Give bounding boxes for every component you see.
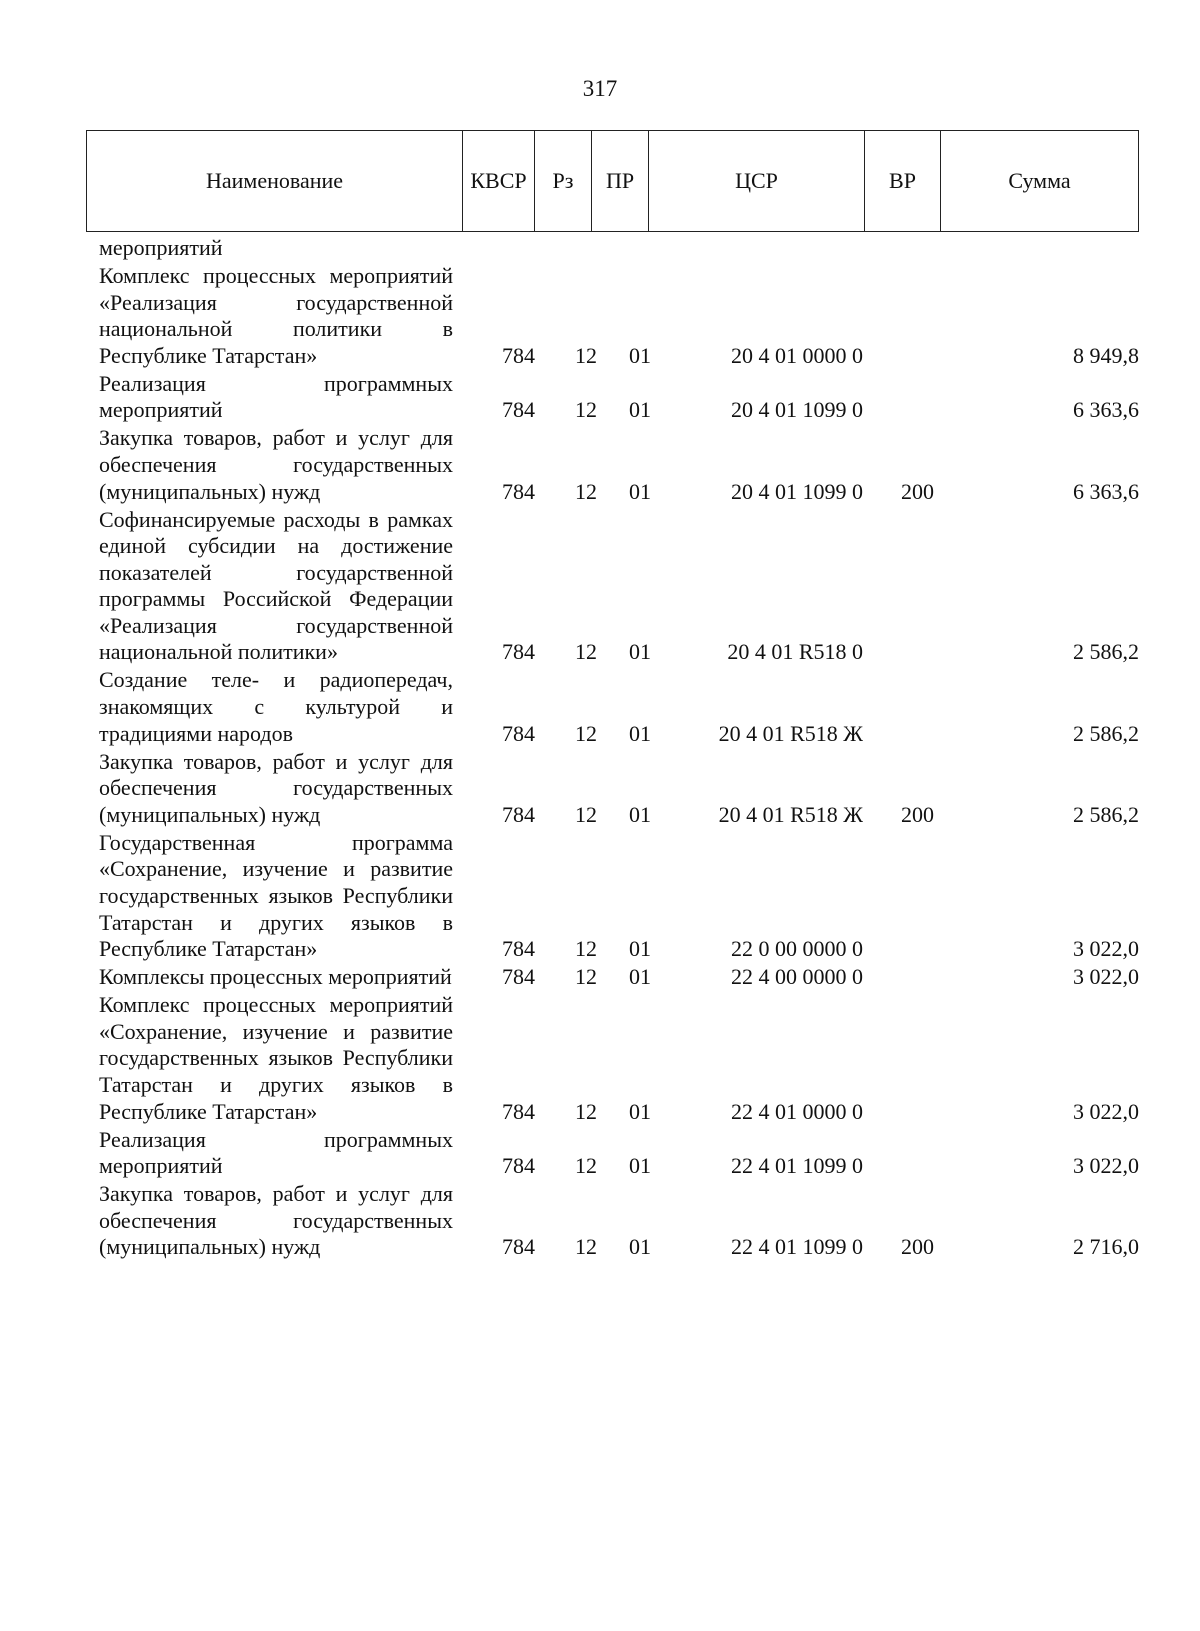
column-header-csr: ЦСР	[649, 131, 865, 232]
row-csr: 22 4 00 0000 0	[731, 964, 863, 990]
row-pr: 01	[629, 342, 651, 368]
table-row	[99, 371, 1139, 424]
row-pr: 01	[629, 1098, 651, 1124]
row-rz: 12	[575, 1098, 597, 1124]
table-row	[99, 507, 1139, 667]
row-kvsr: 784	[502, 801, 535, 827]
row-kvsr: 784	[502, 936, 535, 962]
row-name: Реализация программных мероприятий	[99, 1126, 453, 1179]
row-kvsr: 784	[502, 720, 535, 746]
row-vr: 200	[901, 478, 934, 504]
row-sum: 6 363,6	[1073, 397, 1139, 423]
table-row	[99, 1127, 1139, 1180]
column-header-sum: Сумма	[941, 131, 1139, 232]
row-csr: 20 4 01 0000 0	[731, 342, 863, 368]
row-sum: 3 022,0	[1073, 936, 1139, 962]
row-csr: 22 4 01 0000 0	[731, 1098, 863, 1124]
table-row	[99, 425, 1139, 505]
row-rz: 12	[575, 936, 597, 962]
row-name: Комплексы процессных мероприятий	[99, 964, 452, 990]
row-rz: 12	[575, 1153, 597, 1179]
row-kvsr: 784	[502, 397, 535, 423]
row-pr: 01	[629, 1234, 651, 1260]
row-csr: 22 4 01 1099 0	[731, 1234, 863, 1260]
row-sum: 2 586,2	[1073, 801, 1139, 827]
row-rz: 12	[575, 1234, 597, 1260]
row-name: Государственная программа «Сохранение, изучение и развитие государственных языков Республики Татарстан и других языков в Республике Татарстан»	[99, 829, 453, 962]
row-pr: 01	[629, 936, 651, 962]
row-kvsr: 784	[502, 639, 535, 665]
row-name: Закупка товаров, работ и услуг для обеспечения государственных (муниципальных) нужд	[99, 1181, 453, 1260]
row-csr: 22 0 00 0000 0	[731, 936, 863, 962]
row-name: Комплекс процессных мероприятий «Сохранение, изучение и развитие государственных языков Республики Татарстан и других языков в Республике Татарстан»	[99, 992, 453, 1124]
row-vr: 200	[901, 1234, 934, 1260]
row-pr: 01	[629, 801, 651, 827]
row-sum: 2 586,2	[1073, 720, 1139, 746]
column-header-vr: ВР	[865, 131, 941, 232]
row-pr: 01	[629, 1153, 651, 1179]
row-name: Создание теле- и радиопередач, знакомящих с культурой и традициями народов	[99, 667, 453, 746]
row-vr: 200	[901, 801, 934, 827]
column-header-kvsr: КВСР	[463, 131, 535, 232]
row-name: Реализация программных мероприятий	[99, 370, 453, 423]
row-rz: 12	[575, 639, 597, 665]
row-kvsr: 784	[502, 1098, 535, 1124]
row-sum: 3 022,0	[1073, 1153, 1139, 1179]
page-number: 317	[582, 76, 618, 101]
row-csr: 20 4 01 1099 0	[731, 478, 863, 504]
row-kvsr: 784	[502, 1234, 535, 1260]
row-csr: 20 4 01 R518 0	[727, 639, 863, 665]
row-rz: 12	[575, 397, 597, 423]
row-name: Закупка товаров, работ и услуг для обеспечения государственных (муниципальных) нужд	[99, 748, 453, 827]
row-kvsr: 784	[502, 1153, 535, 1179]
row-sum: 3 022,0	[1073, 964, 1139, 990]
table-row	[99, 992, 1139, 1125]
row-kvsr: 784	[502, 964, 535, 990]
table-body	[99, 235, 1139, 1262]
row-csr: 20 4 01 1099 0	[731, 397, 863, 423]
row-pr: 01	[629, 478, 651, 504]
table-header	[86, 130, 1139, 232]
row-rz: 12	[575, 478, 597, 504]
row-rz: 12	[575, 342, 597, 368]
table-row	[99, 1181, 1139, 1261]
row-rz: 12	[575, 801, 597, 827]
table-row	[99, 964, 1139, 991]
table-row	[99, 667, 1139, 747]
row-name: Комплекс процессных мероприятий «Реализация государственной национальной политики в Республике Татарстан»	[99, 262, 453, 368]
row-sum: 2 716,0	[1073, 1234, 1139, 1260]
row-name: Закупка товаров, работ и услуг для обеспечения государственных (муниципальных) нужд	[99, 425, 453, 504]
table-row	[99, 263, 1139, 369]
column-header-rz: Рз	[535, 131, 592, 232]
row-pr: 01	[629, 720, 651, 746]
row-pr: 01	[629, 639, 651, 665]
row-rz: 12	[575, 720, 597, 746]
row-sum: 8 949,8	[1073, 342, 1139, 368]
row-csr: 20 4 01 R518 Ж	[718, 720, 863, 746]
row-csr: 22 4 01 1099 0	[731, 1153, 863, 1179]
table-row	[99, 749, 1139, 829]
row-sum: 6 363,6	[1073, 478, 1139, 504]
row-name: Софинансируемые расходы в рамках единой субсидии на достижение показателей государственной программы Российской Федерации «Реализация государственной национальной политики»	[99, 506, 453, 665]
row-pr: 01	[629, 964, 651, 990]
row-kvsr: 784	[502, 478, 535, 504]
table-row	[99, 235, 1139, 262]
row-name: мероприятий	[99, 235, 223, 260]
row-rz: 12	[575, 964, 597, 990]
column-header-pr: ПР	[592, 131, 649, 232]
row-sum: 2 586,2	[1073, 639, 1139, 665]
row-kvsr: 784	[502, 342, 535, 368]
row-pr: 01	[629, 397, 651, 423]
column-header-name: Наименование	[87, 131, 463, 232]
row-sum: 3 022,0	[1073, 1098, 1139, 1124]
row-csr: 20 4 01 R518 Ж	[718, 801, 863, 827]
table-row	[99, 830, 1139, 963]
